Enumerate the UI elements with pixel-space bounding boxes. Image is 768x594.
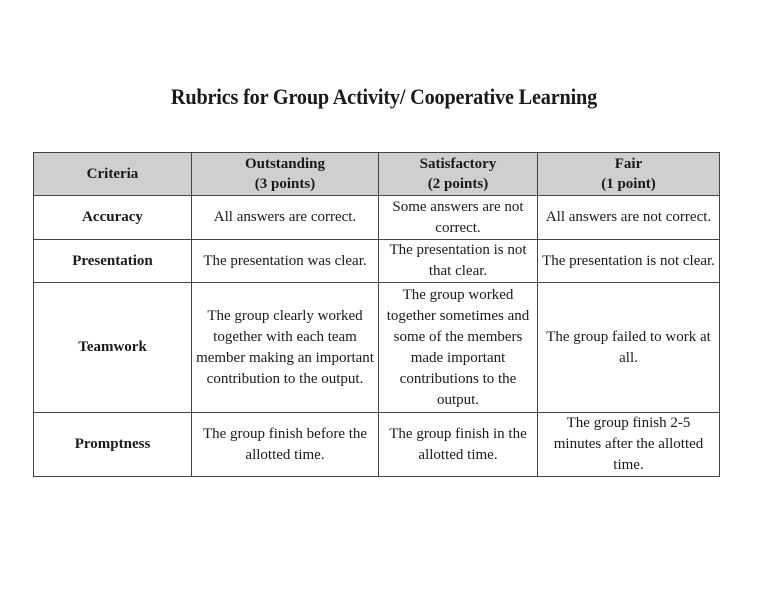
criterion-cell: Promptness xyxy=(34,413,192,477)
criterion-cell: Presentation xyxy=(34,240,192,283)
header-criteria-label: Criteria xyxy=(86,166,139,182)
fair-cell: The group finish 2-5 minutes after the allotted time. xyxy=(538,413,720,477)
outstanding-cell: All answers are correct. xyxy=(192,196,379,240)
table-row xyxy=(34,240,720,283)
outstanding-cell: The group clearly worked together with each team member making an important contribution to the output. xyxy=(192,283,379,413)
header-outstanding xyxy=(192,153,379,196)
satisfactory-cell: The presentation is not that clear. xyxy=(379,240,538,283)
table-row xyxy=(34,283,720,413)
satisfactory-cell: The group finish in the allotted time. xyxy=(379,413,538,477)
header-outstanding-points: (3 points) xyxy=(254,176,316,192)
satisfactory-cell: The group worked together sometimes and some of the members made important contributions to the output. xyxy=(379,283,538,413)
table-row xyxy=(34,413,720,477)
header-criteria xyxy=(34,153,192,196)
fair-cell: The presentation is not clear. xyxy=(538,240,720,283)
outstanding-cell: The group finish before the allotted time. xyxy=(192,413,379,477)
outstanding-cell: The presentation was clear. xyxy=(192,240,379,283)
satisfactory-cell: Some answers are not correct. xyxy=(379,196,538,240)
header-satisfactory-label: Satisfactory xyxy=(419,156,497,172)
rubric-table xyxy=(33,152,720,477)
header-fair-label: Fair xyxy=(614,156,643,172)
header-satisfactory xyxy=(379,153,538,196)
header-row xyxy=(34,153,720,196)
criterion-cell: Accuracy xyxy=(34,196,192,240)
criterion-cell: Teamwork xyxy=(34,283,192,413)
header-outstanding-label: Outstanding xyxy=(244,156,326,172)
document-title: Rubrics for Group Activity/ Cooperative Learning xyxy=(170,84,598,109)
header-satisfactory-points: (2 points) xyxy=(427,176,489,192)
header-fair xyxy=(538,153,720,196)
header-fair-points: (1 point) xyxy=(601,176,656,192)
fair-cell: The group failed to work at all. xyxy=(538,283,720,413)
table-row xyxy=(34,196,720,240)
fair-cell: All answers are not correct. xyxy=(538,196,720,240)
